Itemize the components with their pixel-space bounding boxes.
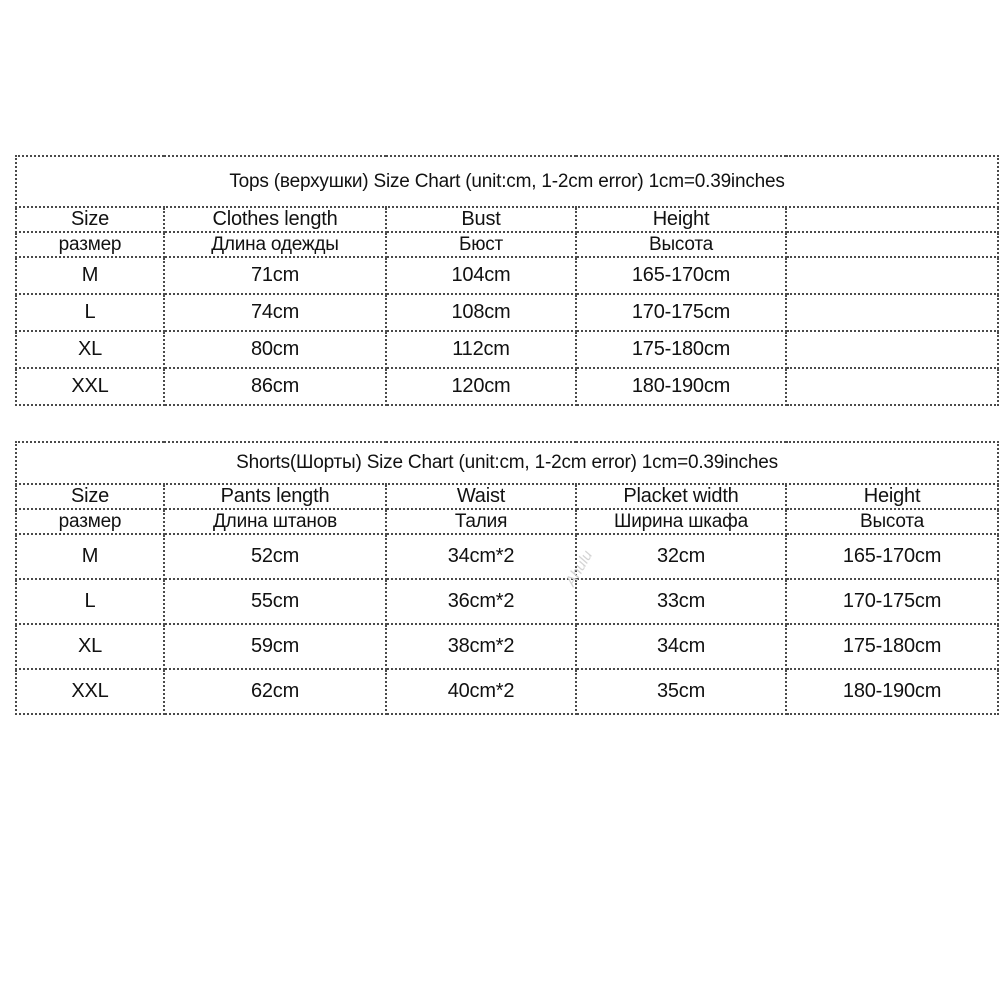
bust-cell: 120cm [386, 368, 576, 405]
tops-header-row-en [16, 207, 998, 232]
height-cell: 175-180cm [576, 331, 786, 368]
bust-cell: 104cm [386, 257, 576, 294]
clothes-length-cell: 71cm [164, 257, 386, 294]
tops-header-clothes-length: Clothes length [164, 207, 386, 232]
placket-width-cell: 33cm [576, 579, 786, 624]
tops-header-clothes-length-ru: Длина одежды [164, 232, 386, 257]
clothes-length-cell: 86cm [164, 368, 386, 405]
shorts-title-row [16, 442, 998, 484]
table-row [16, 368, 998, 405]
empty-cell [786, 368, 998, 405]
table-row [16, 534, 998, 579]
tops-header-bust: Bust [386, 207, 576, 232]
height-cell: 180-190cm [786, 669, 998, 714]
table-row [16, 294, 998, 331]
height-cell: 165-170cm [576, 257, 786, 294]
shorts-chart-title: Shorts(Шорты) Size Chart (unit:cm, 1-2cm error) 1cm=0.39inches [16, 442, 998, 484]
shorts-header-row-ru [16, 509, 998, 534]
size-cell: XL [16, 331, 164, 368]
shorts-header-pants-length: Pants length [164, 484, 386, 509]
waist-cell: 40cm*2 [386, 669, 576, 714]
shorts-header-size: Size [16, 484, 164, 509]
shorts-header-height-ru: Высота [786, 509, 998, 534]
shorts-header-waist: Waist [386, 484, 576, 509]
shorts-header-size-ru: размер [16, 509, 164, 534]
shorts-header-placket-width: Placket width [576, 484, 786, 509]
empty-cell [786, 331, 998, 368]
tops-header-height-ru: Высота [576, 232, 786, 257]
placket-width-cell: 32cm [576, 534, 786, 579]
height-cell: 180-190cm [576, 368, 786, 405]
size-cell: M [16, 534, 164, 579]
pants-length-cell: 55cm [164, 579, 386, 624]
height-cell: 170-175cm [576, 294, 786, 331]
table-row [16, 624, 998, 669]
tops-header-size-ru: размер [16, 232, 164, 257]
tops-header-empty-ru [786, 232, 998, 257]
shorts-header-height: Height [786, 484, 998, 509]
tops-chart-title: Tops (верхушки) Size Chart (unit:cm, 1-2cm error) 1cm=0.39inches [16, 156, 998, 207]
size-cell: L [16, 579, 164, 624]
table-row [16, 669, 998, 714]
shorts-size-chart [15, 441, 999, 715]
bust-cell: 112cm [386, 331, 576, 368]
size-cell: M [16, 257, 164, 294]
height-cell: 170-175cm [786, 579, 998, 624]
tops-header-height: Height [576, 207, 786, 232]
clothes-length-cell: 74cm [164, 294, 386, 331]
size-cell: L [16, 294, 164, 331]
shorts-header-placket-width-ru: Ширина шкафа [576, 509, 786, 534]
watermark: Ahulu [562, 547, 597, 590]
tops-header-size: Size [16, 207, 164, 232]
size-cell: XXL [16, 669, 164, 714]
size-cell: XL [16, 624, 164, 669]
size-cell: XXL [16, 368, 164, 405]
bust-cell: 108cm [386, 294, 576, 331]
placket-width-cell: 35cm [576, 669, 786, 714]
pants-length-cell: 52cm [164, 534, 386, 579]
pants-length-cell: 59cm [164, 624, 386, 669]
tops-header-row-ru [16, 232, 998, 257]
clothes-length-cell: 80cm [164, 331, 386, 368]
tops-header-empty [786, 207, 998, 232]
shorts-header-waist-ru: Талия [386, 509, 576, 534]
height-cell: 175-180cm [786, 624, 998, 669]
tops-size-chart [15, 155, 999, 406]
tops-title-row [16, 156, 998, 207]
empty-cell [786, 294, 998, 331]
shorts-header-pants-length-ru: Длина штанов [164, 509, 386, 534]
placket-width-cell: 34cm [576, 624, 786, 669]
table-row [16, 331, 998, 368]
waist-cell: 38cm*2 [386, 624, 576, 669]
waist-cell: 34cm*2 [386, 534, 576, 579]
pants-length-cell: 62cm [164, 669, 386, 714]
table-row [16, 257, 998, 294]
empty-cell [786, 257, 998, 294]
shorts-header-row-en [16, 484, 998, 509]
waist-cell: 36cm*2 [386, 579, 576, 624]
tops-header-bust-ru: Бюст [386, 232, 576, 257]
height-cell: 165-170cm [786, 534, 998, 579]
table-row [16, 579, 998, 624]
